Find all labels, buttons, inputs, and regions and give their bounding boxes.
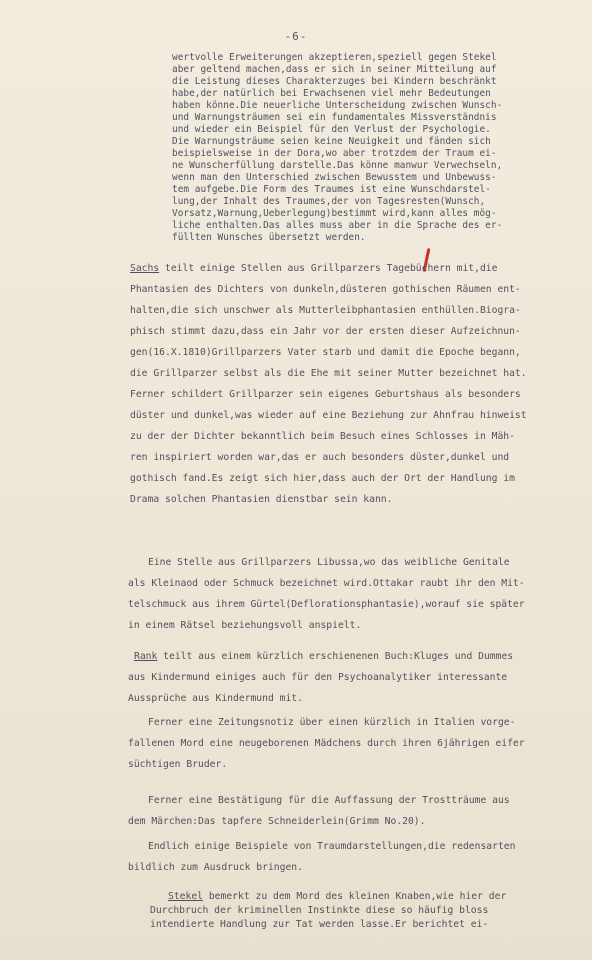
text-line: als Kleinaod oder Schmuck bezeichnet wird.Ottakar raubt ihr den Mit-	[128, 578, 525, 589]
text-line: dem Märchen:Das tapfere Schneiderlein(Grimm No.20).	[128, 816, 426, 827]
text-line: Stekel bemerkt zu dem Mord des kleinen Knaben,wie hier der	[168, 891, 507, 902]
text-line: und Warnungsträumen sei ein fundamentales Missverständnis	[172, 112, 497, 123]
speaker-name: Rank	[134, 651, 158, 662]
text-line: Rank teilt aus einem kürzlich erschienenen Buch:Kluges und Dummes	[134, 651, 514, 662]
text-line: wenn man den Unterschied zwischen Bewusstem und Unbewuss-	[172, 172, 497, 183]
text-line: lung,der Inhalt des Traumes,der von Tagesresten(Wunsch,	[172, 196, 486, 207]
text-line: telschmuck aus ihrem Gürtel(Deflorationsphantasie),worauf sie später	[128, 599, 525, 610]
top-paragraph	[172, 52, 582, 244]
text-line: bildlich zum Ausdruck bringen.	[128, 862, 303, 873]
text-line: ren inspiriert worden war,das er auch besonders düster,dunkel und	[130, 452, 510, 463]
endlich-paragraph	[128, 836, 584, 878]
text-line: düster und dunkel,was wieder auf eine Beziehung zur Ahnfrau hinweist	[130, 410, 527, 421]
text-line: habe,der natürlich bei Erwachsenen viel mehr Bedeutungen	[172, 88, 491, 99]
text-line: zu der der Dichter bekanntlich beim Besuch eines Schlosses in Mäh-	[130, 431, 515, 442]
text-line: Vorsatz,Warnung,Ueberlegung)bestimmt wird,kann alles mög-	[172, 208, 497, 219]
text-line: Drama solchen Phantasien dienstbar sein kann.	[130, 494, 393, 505]
page-number: -6-	[284, 30, 308, 43]
ferner-paragraph	[128, 790, 584, 832]
text-line: Endlich einige Beispiele von Traumdarstellungen,die redensarten	[148, 841, 516, 852]
rank-paragraph	[128, 646, 584, 709]
text-line: Durchbruch der kriminellen Instinkte diese so häufig bloss	[150, 905, 489, 916]
text-line: beispielsweise in der Dora,wo aber trotzdem der Traum ei-	[172, 148, 497, 159]
text-line: liche enthalten.Das alles muss aber in die Sprache des er-	[172, 220, 503, 231]
speaker-name: Stekel	[168, 891, 203, 902]
text-line: Aussprüche aus Kindermund mit.	[128, 693, 303, 704]
text-line: in einem Rätsel beziehungsvoll anspielt.	[128, 620, 362, 631]
text-line: Ferner eine Bestätigung für die Auffassung der Trostträume aus	[148, 795, 510, 806]
text-line: Eine Stelle aus Grillparzers Libussa,wo das weibliche Genitale	[148, 557, 510, 568]
text-line: die Grillparzer selbst als die Ehe mit seiner Mutter bezeichnet hat.	[130, 368, 527, 379]
text-line: fallenen Mord eine neugeborenen Mädchens durch ihren 6jährigen eifer	[128, 738, 525, 749]
text-line: ne Wunscherfüllung darstelle.Das könne manwur Verwechseln,	[172, 160, 503, 171]
stekel-paragraph	[150, 890, 584, 932]
text-line: phisch stimmt dazu,dass ein Jahr vor der ersten dieser Aufzeichnun-	[130, 326, 521, 337]
libussa-paragraph	[128, 552, 584, 636]
text-line: aus Kindermund einiges auch für den Psychoanalytiker interessante	[128, 672, 508, 683]
text-line: und wieder ein Beispiel für den Verlust der Psychologie.	[172, 124, 491, 135]
text-line: Sachs teilt einige Stellen aus Grillparzers Tagebüchern mit,die	[130, 263, 498, 274]
text-line: Ferner schildert Grillparzer sein eigenes Geburtshaus als besonders	[130, 389, 521, 400]
sachs-paragraph	[130, 258, 586, 510]
text-line: haben könne.Die neuerliche Unterscheidung zwischen Wunsch-	[172, 100, 503, 111]
speaker-name: Sachs	[130, 263, 160, 274]
text-line: aber geltend machen,dass er sich in seiner Mitteilung auf	[172, 64, 497, 75]
text-line: halten,die sich unschwer als Mutterleibphantasien enthüllen.Biogra-	[130, 305, 521, 316]
text-line: gothisch fand.Es zeigt sich hier,dass auch der Ort der Handlung im	[130, 473, 515, 484]
text-line: Die Warnungsträume seien keine Neuigkeit und fänden sich	[172, 136, 491, 147]
text-line: tem aufgebe.Die Form des Traumes ist eine Wunschdarstel-	[172, 184, 491, 195]
text-line: Phantasien des Dichters von dunkeln,düsteren gothischen Räumen ent-	[130, 284, 521, 295]
text-line: füllten Wunsches übersetzt werden.	[172, 232, 366, 243]
text-line: wertvolle Erweiterungen akzeptieren,speziell gegen Stekel	[172, 52, 497, 63]
text-line: die Leistung dieses Charakterzuges bei Kindern beschränkt	[172, 76, 497, 87]
text-line: Ferner eine Zeitungsnotiz über einen kürzlich in Italien vorge-	[148, 717, 516, 728]
text-line: süchtigen Bruder.	[128, 759, 228, 770]
zeitung-paragraph	[128, 712, 584, 775]
text-line: intendierte Handlung zur Tat werden lasse.Er berichtet ei-	[150, 919, 489, 930]
text-line: gen(16.X.1810)Grillparzers Vater starb und damit die Epoche begann,	[130, 347, 521, 358]
